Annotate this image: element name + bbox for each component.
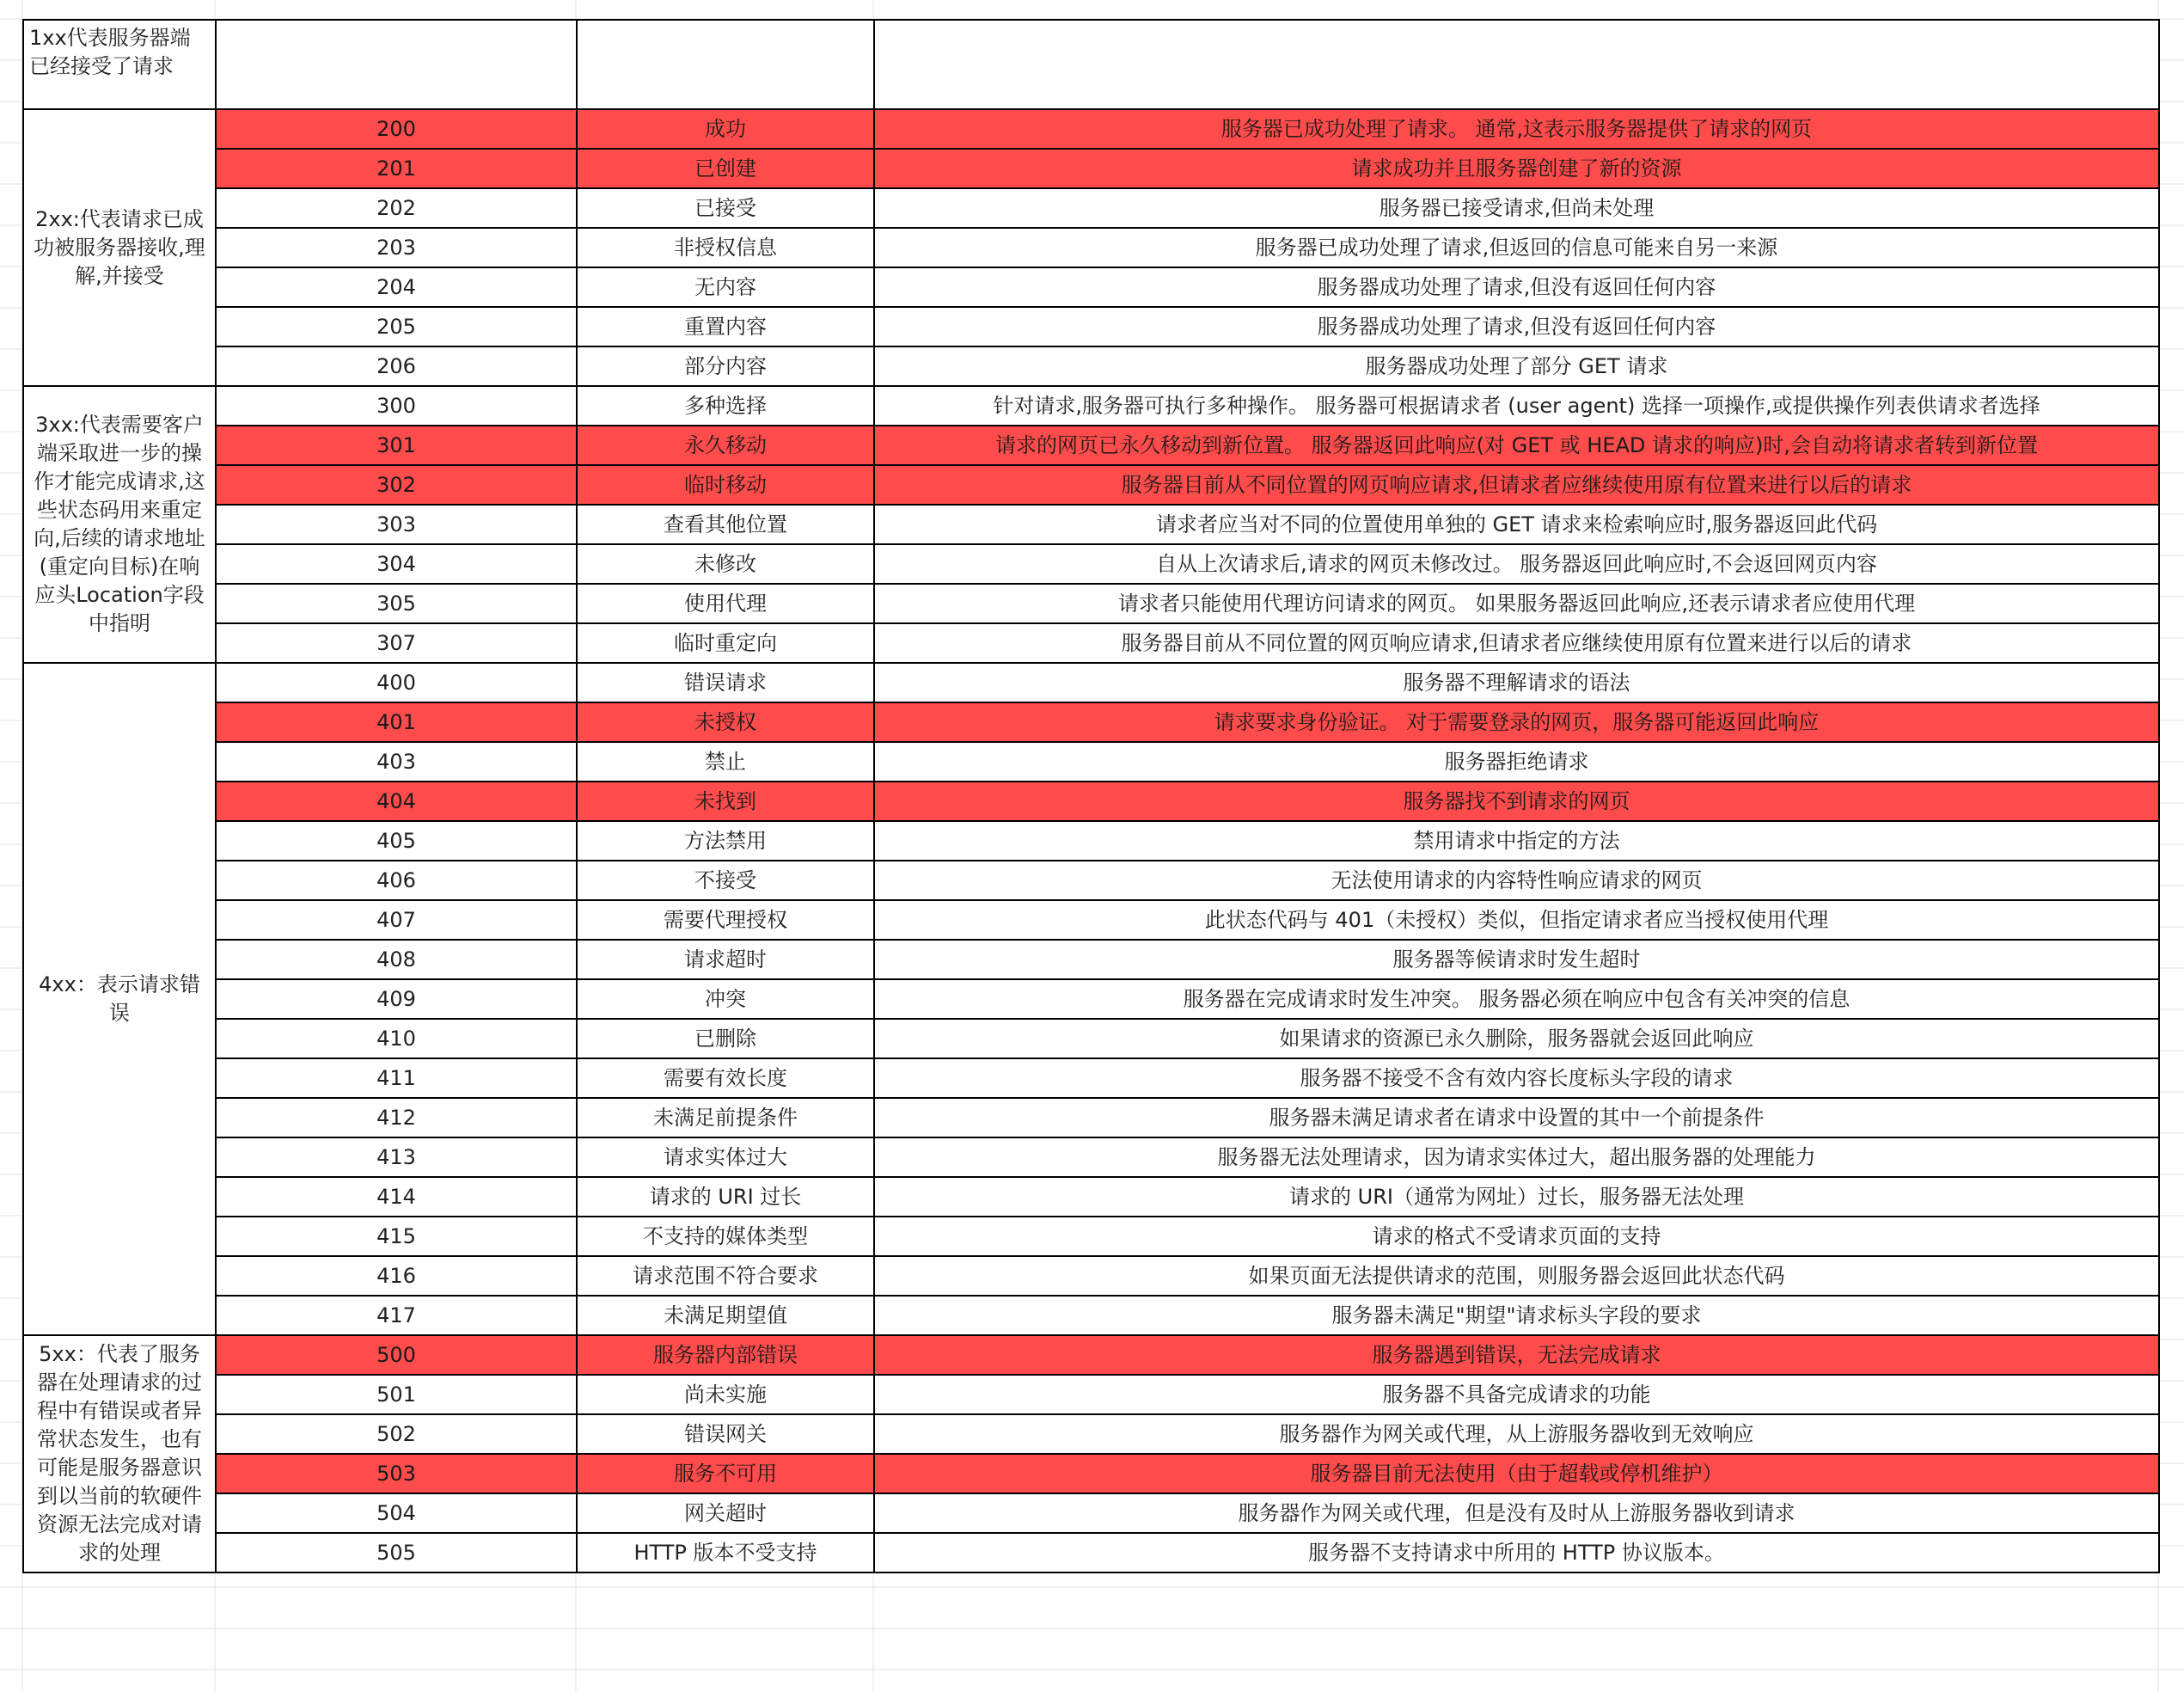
empty-cell — [874, 20, 2159, 109]
status-description-cell: 服务器目前从不同位置的网页响应请求,但请求者应继续使用原有位置来进行以后的请求 — [874, 623, 2159, 663]
status-name-cell: 服务器内部错误 — [577, 1335, 874, 1375]
table-row — [23, 584, 2159, 623]
status-code-cell: 413 — [216, 1137, 577, 1177]
status-code-cell: 411 — [216, 1058, 577, 1098]
status-code-cell: 305 — [216, 584, 577, 623]
table-row — [23, 1533, 2159, 1572]
table-row — [23, 307, 2159, 346]
status-description-cell: 服务器成功处理了请求,但没有返回任何内容 — [874, 307, 2159, 346]
status-code-cell: 406 — [216, 861, 577, 900]
status-code-cell: 304 — [216, 544, 577, 584]
table-row — [23, 742, 2159, 782]
table-row — [23, 861, 2159, 900]
status-name-cell: 已创建 — [577, 149, 874, 188]
status-name-cell: 查看其他位置 — [577, 505, 874, 544]
table-row — [23, 1019, 2159, 1058]
status-code-cell: 414 — [216, 1177, 577, 1217]
status-name-cell: 未满足前提条件 — [577, 1098, 874, 1137]
status-code-cell: 303 — [216, 505, 577, 544]
status-code-cell: 201 — [216, 149, 577, 188]
table-row — [23, 346, 2159, 386]
status-name-cell: 服务不可用 — [577, 1454, 874, 1493]
status-code-cell: 404 — [216, 782, 577, 821]
status-name-cell: HTTP 版本不受支持 — [577, 1533, 874, 1572]
table-row — [23, 1454, 2159, 1493]
status-description-cell: 服务器遇到错误，无法完成请求 — [874, 1335, 2159, 1375]
status-name-cell: 请求范围不符合要求 — [577, 1256, 874, 1296]
table-row — [23, 1335, 2159, 1375]
table-row — [23, 109, 2159, 149]
status-code-cell: 302 — [216, 465, 577, 505]
table-row — [23, 782, 2159, 821]
status-name-cell: 永久移动 — [577, 426, 874, 465]
status-code-cell: 412 — [216, 1098, 577, 1137]
status-name-cell: 已删除 — [577, 1019, 874, 1058]
status-description-cell: 禁用请求中指定的方法 — [874, 821, 2159, 861]
status-name-cell: 禁止 — [577, 742, 874, 782]
table-row — [23, 1256, 2159, 1296]
status-description-cell: 服务器成功处理了请求,但没有返回任何内容 — [874, 267, 2159, 307]
status-name-cell: 多种选择 — [577, 386, 874, 426]
table-row — [23, 900, 2159, 940]
table-row — [23, 505, 2159, 544]
status-description-cell: 如果页面无法提供请求的范围，则服务器会返回此状态代码 — [874, 1256, 2159, 1296]
empty-cell — [577, 20, 874, 109]
status-name-cell: 错误请求 — [577, 663, 874, 702]
table-row — [23, 465, 2159, 505]
status-code-cell: 503 — [216, 1454, 577, 1493]
status-code-cell: 405 — [216, 821, 577, 861]
category-cell: 2xx:代表请求已成功被服务器接收,理解,并接受 — [23, 109, 216, 386]
status-code-cell: 400 — [216, 663, 577, 702]
status-description-cell: 请求要求身份验证。 对于需要登录的网页，服务器可能返回此响应 — [874, 702, 2159, 742]
status-name-cell: 未满足期望值 — [577, 1296, 874, 1335]
status-description-cell: 请求的网页已永久移动到新位置。 服务器返回此响应(对 GET 或 HEAD 请求的响应)时,会自动将请求者转到新位置 — [874, 426, 2159, 465]
status-code-cell: 200 — [216, 109, 577, 149]
status-name-cell: 临时移动 — [577, 465, 874, 505]
status-code-cell: 202 — [216, 188, 577, 228]
status-code-cell: 501 — [216, 1375, 577, 1414]
table-row — [23, 1493, 2159, 1533]
status-description-cell: 服务器目前无法使用（由于超载或停机维护） — [874, 1454, 2159, 1493]
table-row — [23, 267, 2159, 307]
category-cell: 5xx：代表了服务器在处理请求的过程中有错误或者异常状态发生，也有可能是服务器意识到以当前的软硬件资源无法完成对请求的处理 — [23, 1335, 216, 1572]
status-code-cell: 407 — [216, 900, 577, 940]
status-description-cell: 服务器已成功处理了请求。 通常,这表示服务器提供了请求的网页 — [874, 109, 2159, 149]
status-description-cell: 请求者只能使用代理访问请求的网页。 如果服务器返回此响应,还表示请求者应使用代理 — [874, 584, 2159, 623]
status-name-cell: 不支持的媒体类型 — [577, 1217, 874, 1256]
table-row — [23, 228, 2159, 267]
table-row — [23, 149, 2159, 188]
status-name-cell: 请求的 URI 过长 — [577, 1177, 874, 1217]
status-code-cell: 500 — [216, 1335, 577, 1375]
status-description-cell: 服务器不具备完成请求的功能 — [874, 1375, 2159, 1414]
status-code-cell: 416 — [216, 1256, 577, 1296]
status-description-cell: 服务器不理解请求的语法 — [874, 663, 2159, 702]
status-name-cell: 未授权 — [577, 702, 874, 742]
status-code-cell: 504 — [216, 1493, 577, 1533]
status-name-cell: 不接受 — [577, 861, 874, 900]
status-description-cell: 服务器在完成请求时发生冲突。 服务器必须在响应中包含有关冲突的信息 — [874, 979, 2159, 1019]
status-name-cell: 无内容 — [577, 267, 874, 307]
status-description-cell: 请求的 URI（通常为网址）过长，服务器无法处理 — [874, 1177, 2159, 1217]
status-name-cell: 临时重定向 — [577, 623, 874, 663]
table-row — [23, 1217, 2159, 1256]
status-description-cell: 请求成功并且服务器创建了新的资源 — [874, 149, 2159, 188]
table-row — [23, 1296, 2159, 1335]
table-row — [23, 1177, 2159, 1217]
status-description-cell: 服务器已接受请求,但尚未处理 — [874, 188, 2159, 228]
status-name-cell: 网关超时 — [577, 1493, 874, 1533]
status-name-cell: 请求超时 — [577, 940, 874, 979]
status-description-cell: 服务器找不到请求的网页 — [874, 782, 2159, 821]
status-description-cell: 服务器已成功处理了请求,但返回的信息可能来自另一来源 — [874, 228, 2159, 267]
status-description-cell: 服务器作为网关或代理，但是没有及时从上游服务器收到请求 — [874, 1493, 2159, 1533]
status-code-cell: 410 — [216, 1019, 577, 1058]
table-row — [23, 702, 2159, 742]
status-name-cell: 方法禁用 — [577, 821, 874, 861]
table-row — [23, 979, 2159, 1019]
status-name-cell: 冲突 — [577, 979, 874, 1019]
table-row — [23, 940, 2159, 979]
category-cell: 1xx代表服务器端已经接受了请求 — [23, 20, 216, 109]
status-description-cell: 服务器不支持请求中所用的 HTTP 协议版本。 — [874, 1533, 2159, 1572]
table-row — [23, 20, 2159, 109]
table-row — [23, 623, 2159, 663]
status-code-cell: 502 — [216, 1414, 577, 1454]
status-description-cell: 如果请求的资源已永久删除，服务器就会返回此响应 — [874, 1019, 2159, 1058]
status-description-cell: 无法使用请求的内容特性响应请求的网页 — [874, 861, 2159, 900]
status-name-cell: 需要有效长度 — [577, 1058, 874, 1098]
status-code-cell: 401 — [216, 702, 577, 742]
status-name-cell: 未修改 — [577, 544, 874, 584]
empty-cell — [216, 20, 577, 109]
category-cell: 4xx：表示请求错误 — [23, 663, 216, 1335]
status-code-cell: 409 — [216, 979, 577, 1019]
status-name-cell: 请求实体过大 — [577, 1137, 874, 1177]
status-name-cell: 未找到 — [577, 782, 874, 821]
table-row — [23, 1137, 2159, 1177]
table-row — [23, 1098, 2159, 1137]
status-name-cell: 错误网关 — [577, 1414, 874, 1454]
table-row — [23, 663, 2159, 702]
status-description-cell: 服务器未满足请求者在请求中设置的其中一个前提条件 — [874, 1098, 2159, 1137]
status-code-cell: 301 — [216, 426, 577, 465]
status-name-cell: 非授权信息 — [577, 228, 874, 267]
status-name-cell: 成功 — [577, 109, 874, 149]
status-code-cell: 408 — [216, 940, 577, 979]
category-cell: 3xx:代表需要客户端采取进一步的操作才能完成请求,这些状态码用来重定向,后续的请求地址(重定向目标)在响应头Location字段中指明 — [23, 386, 216, 663]
status-code-cell: 300 — [216, 386, 577, 426]
status-code-cell: 415 — [216, 1217, 577, 1256]
table-row — [23, 1414, 2159, 1454]
status-name-cell: 需要代理授权 — [577, 900, 874, 940]
table-row — [23, 1058, 2159, 1098]
status-code-cell: 206 — [216, 346, 577, 386]
status-description-cell: 服务器未满足"期望"请求标头字段的要求 — [874, 1296, 2159, 1335]
status-name-cell: 部分内容 — [577, 346, 874, 386]
status-code-cell: 204 — [216, 267, 577, 307]
http-status-code-table — [22, 19, 2160, 1573]
status-description-cell: 服务器无法处理请求，因为请求实体过大，超出服务器的处理能力 — [874, 1137, 2159, 1177]
status-description-cell: 服务器作为网关或代理，从上游服务器收到无效响应 — [874, 1414, 2159, 1454]
status-name-cell: 尚未实施 — [577, 1375, 874, 1414]
status-name-cell: 重置内容 — [577, 307, 874, 346]
status-description-cell: 服务器不接受不含有效内容长度标头字段的请求 — [874, 1058, 2159, 1098]
status-code-cell: 417 — [216, 1296, 577, 1335]
status-description-cell: 此状态代码与 401（未授权）类似，但指定请求者应当授权使用代理 — [874, 900, 2159, 940]
table-row — [23, 426, 2159, 465]
status-name-cell: 已接受 — [577, 188, 874, 228]
table-row — [23, 544, 2159, 584]
status-description-cell: 针对请求,服务器可执行多种操作。 服务器可根据请求者 (user agent) 选择一项操作,或提供操作列表供请求者选择 — [874, 386, 2159, 426]
status-description-cell: 请求的格式不受请求页面的支持 — [874, 1217, 2159, 1256]
status-description-cell: 服务器拒绝请求 — [874, 742, 2159, 782]
table-row — [23, 821, 2159, 861]
status-code-cell: 403 — [216, 742, 577, 782]
status-description-cell: 服务器成功处理了部分 GET 请求 — [874, 346, 2159, 386]
status-code-cell: 205 — [216, 307, 577, 346]
status-code-cell: 307 — [216, 623, 577, 663]
status-code-cell: 505 — [216, 1533, 577, 1572]
table-row — [23, 386, 2159, 426]
status-description-cell: 服务器目前从不同位置的网页响应请求,但请求者应继续使用原有位置来进行以后的请求 — [874, 465, 2159, 505]
status-name-cell: 使用代理 — [577, 584, 874, 623]
table-row — [23, 1375, 2159, 1414]
status-description-cell: 自从上次请求后,请求的网页未修改过。 服务器返回此响应时,不会返回网页内容 — [874, 544, 2159, 584]
status-description-cell: 请求者应当对不同的位置使用单独的 GET 请求来检索响应时,服务器返回此代码 — [874, 505, 2159, 544]
status-code-cell: 203 — [216, 228, 577, 267]
table-row — [23, 188, 2159, 228]
status-description-cell: 服务器等候请求时发生超时 — [874, 940, 2159, 979]
